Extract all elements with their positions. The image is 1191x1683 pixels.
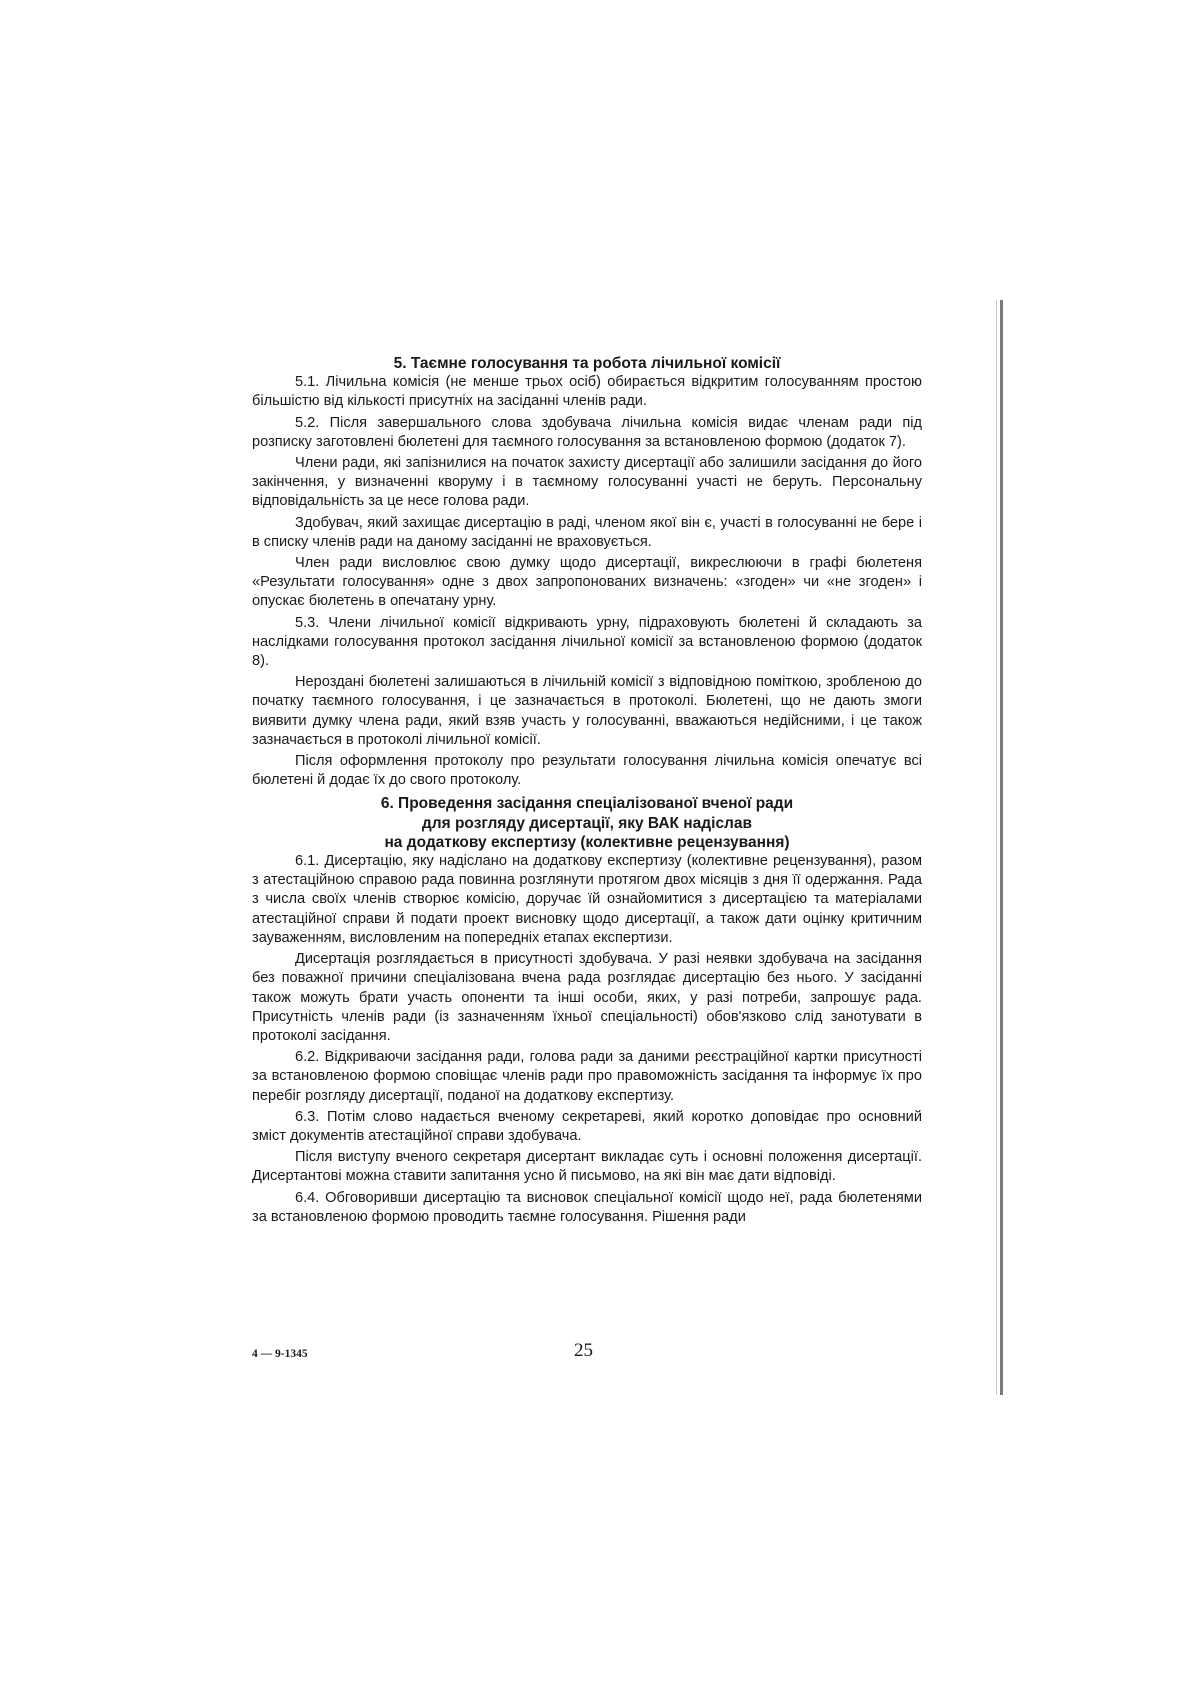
paragraph: 6.3. Потім слово надається вченому секретареві, який коротко доповідає про основний зміст документів атестаційної справи здобувача. (252, 1108, 922, 1144)
paragraph: 5.2. Після завершального слова здобувача лічильна комісія видає членам ради під розписку заготовлені бюлетені для таємного голосування за встановленою формою (додаток 7). (252, 414, 922, 450)
paragraph: Нерозданi бюлетені залишаються в лічильній комісії з відповідною поміткою, зробленою до початку таємного голосування, і це зазначається в протоколі. Бюлетені, що не дають змоги виявити думку члена ради, який взяв участь у голосуванні, вважаються недійсними, і це також зазначається в протоколі лічильної комісії. (252, 674, 922, 748)
paragraph: 6.2. Відкриваючи засідання ради, голова ради за даними реєстраційної картки присутності за встановленою формою сповіщає членів ради про правоможність засідання та інформує їх про перебіг розгляду дисертації, поданої на додаткову експертизу. (252, 1049, 922, 1104)
paragraph: 6.1. Дисертацію, яку надіслано на додаткову експертизу (колективне рецензування), разом з атестаційною справою рада повинна розглянути протягом двох місяців з дня її одержання. Рада з числа своїх членів створює комісію, доручає їй ознайомитися з дисертацією та матеріалами атестаційної справи й подати проект висновку щодо дисертації, а також дати оцінку критичним зауваженням, висловленим на попередніх етапах експертизи. (252, 853, 922, 946)
paragraph: 5.3. Члени лічильної комісії відкривають урну, підраховують бюлетені й складають за наслідками голосування протокол засідання лічильної комісії за встановленою формою (додаток 8). (252, 614, 922, 670)
paragraph: Здобувач, який захищає дисертацію в раді, членом якої він є, участі в голосуванні не бере і в списку членів ради на даному засіданні не враховується. (252, 514, 922, 550)
paragraph: 6.4. Обговоривши дисертацію та висновок спеціальної комісії щодо неї, рада бюлетенями за встановленою формою проводить таємне голосування. Рішення ради (252, 1189, 922, 1225)
paragraph: Член ради висловлює свою думку щодо дисертації, викреслюючи в графі бюлетеня «Результати голосування» одне з двох запропонованих визначень: «згоден» чи «не згоден» і опускає бюлетень в опечатану урну. (252, 555, 922, 610)
paragraph: Після оформлення протоколу про результати голосування лічильна комісія опечатує всі бюлетені й додає їх до свого протоколу. (252, 753, 922, 789)
section-6-title-line-2: для розгляду дисертації, яку ВАК надіслав (421, 814, 753, 832)
page-content (252, 354, 922, 1229)
section-6-title-line-1: 6. Проведення засідання спеціалізованої вченої ради (380, 795, 794, 813)
paragraph: Після виступу вченого секретаря дисертант викладає суть і основні положення дисертації. Дисертантові можна ставити запитання усно й письмово, на які він має дати відповіді. (252, 1149, 922, 1185)
section-5-title: 5. Таємне голосування та робота лічильної комісії (393, 355, 781, 372)
scan-edge-faint (996, 300, 997, 1395)
signature-code: 4 — 9-1345 (252, 1348, 308, 1360)
scan-page-edge (1000, 300, 1003, 1395)
page-number: 25 (574, 1340, 593, 1361)
page-footer (252, 1340, 922, 1370)
paragraph: Члени ради, які запізнилися на початок захисту дисертації або залишили засідання до його закінчення, у визначенні кворуму і в таємному голосуванні участі не беруть. Персональну відповідальність за це несе голова ради. (252, 455, 922, 510)
paragraph: Дисертація розглядається в присутності здобувача. У разі неявки здобувача на засідання без поважної причини спеціалізована вчена рада розглядає дисертацію без нього. У засіданні також можуть брати участь опоненти та інші особи, яких, у разі потреби, запрошує рада. Присутність членів ради (із зазначенням їхньої спеціальності) обов'язково слід занотувати в протоколі засідання. (252, 951, 922, 1044)
paragraph: 5.1. Лічильна комісія (не менше трьох осіб) обирається відкритим голосуванням простою більшістю від кількості присутніх на засіданні членів ради. (252, 374, 922, 410)
section-6-title-line-3: на додаткову експертизу (колективне рецензування) (384, 833, 790, 851)
